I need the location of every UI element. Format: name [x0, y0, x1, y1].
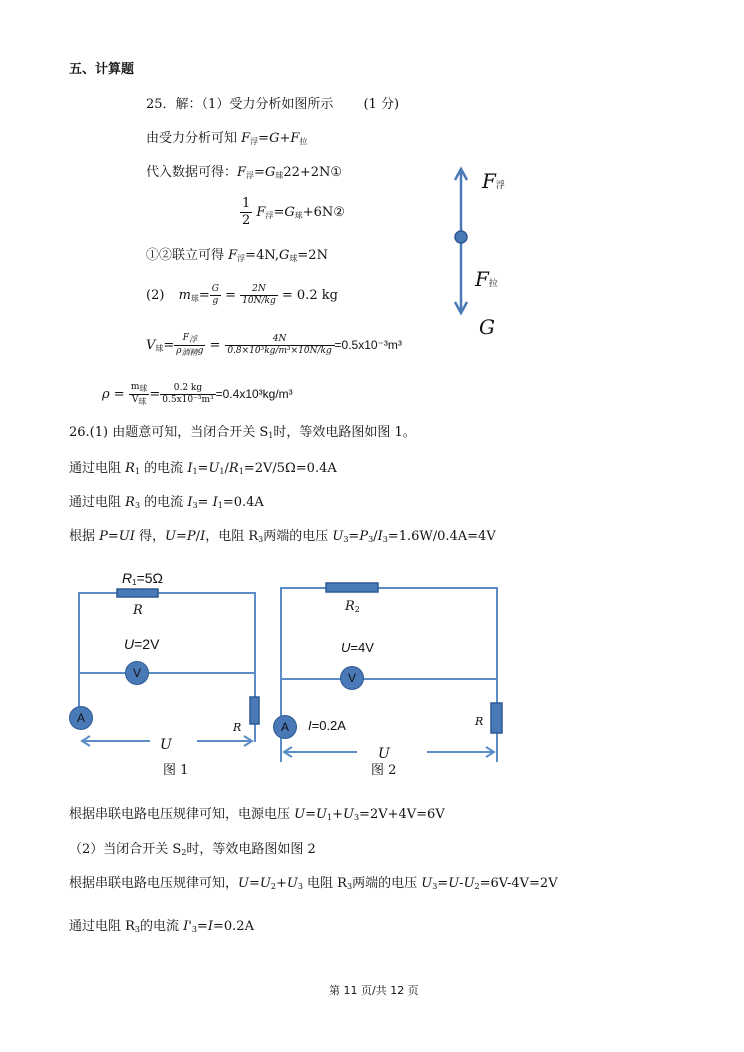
fig2-caption: 图 2 [371, 763, 397, 778]
q25-intro: 25．解：（1）受力分析如图所示 [146, 97, 334, 112]
q26-line4: 根据 P=UI 得，U=P/I，电阻 $R_3$两端的电压 $U_3=P_3/I_3=1.6W/0.4A=4V$ [69, 529, 496, 544]
fig2-r2-label: $R_2$ [345, 599, 360, 614]
fig1-r1-label: $R_1=5\Omega$ [122, 570, 164, 587]
fig2-u-bottom-label: U [378, 746, 390, 762]
q25-line7: $V_球=$ $\frac{\text{F浮}}{\text{ρ酒精g}}$ = $\frac{4N}{\text{0.8×10³kg/m³×10N/kg}}$ =0.5x10⁻³m³ [146, 333, 402, 357]
q25-score: (1 分) [363, 97, 400, 112]
section-title: 五、计算题 [69, 62, 135, 77]
fig1-r-right-label: R [233, 721, 242, 734]
q26-line7: 根据串联电路电压规律可知，$U=U_2+U_3$ 电阻 $R_3$两端的电压 $U_3=U-U_2=6V-4V=2V$ [69, 876, 558, 891]
q26-line2: 通过电阻 $R_1$ 的电流 $I_1=U_1/R_1=2V/5\Omega=0.4A$ [69, 461, 337, 476]
q26-line5: 根据串联电路电压规律可知，电源电压 $U=U_1+U_3=2V+4V=6V$ [69, 807, 445, 822]
fig2-u-label: U=4V [341, 640, 374, 655]
q25-line2: 由受力分析可知 $F_浮=G+F_拉$ [146, 131, 308, 146]
fig1-ammeter: A [69, 706, 93, 730]
force-down-label: F拉 [475, 267, 498, 291]
q25-line5: ①②联立可得 $F_浮=4N,G_球=2N$ [146, 248, 328, 263]
force-up-label: F浮 [482, 169, 505, 193]
fig2-r-right-label: R [475, 715, 484, 728]
fig1-voltmeter: V [125, 661, 149, 685]
q26-line8: 通过电阻 $R_3$的电流 $I'_3=I=0.2A$ [69, 919, 254, 934]
fig1-r-top-label: R [133, 603, 143, 618]
q26-line3: 通过电阻 $R_3$ 的电流 $I_3= I_1=0.4A$ [69, 495, 264, 510]
q25-line3: 代入数据可得：$F_浮=G_球22+2N①$ [146, 165, 343, 180]
fig1-caption: 图 1 [163, 763, 189, 778]
fig1-u-label: U=2V [124, 636, 160, 652]
fig2-i-label: I=0.2A [308, 718, 346, 733]
gravity-label: G [479, 315, 495, 339]
q26-line6: （2）当闭合开关 $S_2$时，等效电路图如图 2 [69, 842, 316, 857]
fig2-voltmeter: V [340, 666, 364, 690]
fig1-u-bottom-label: U [160, 737, 172, 753]
q25-line4: $\frac{1}{2}$ $F_浮=G_球+6N②$ [242, 196, 345, 228]
q26-line1: 26.(1) 由题意可知，当闭合开关 $S_1$时，等效电路图如图 1。 [69, 425, 416, 440]
q25-line6: (2) $m_球=$ $\frac{G}{g}$ = $\frac{2N}{10N/kg}$ = 0.2 kg [146, 284, 338, 306]
q25-line8: ρ = $\frac{\text{m球}}{\text{V球}}$ = $\frac{0.2 kg}{\text{0.5x10⁻³m³}}$ =0.4x10³kg/m³ [102, 382, 293, 406]
fig2-ammeter: A [273, 715, 297, 739]
page-footer: 第 11 页/共 12 页 [329, 984, 419, 997]
